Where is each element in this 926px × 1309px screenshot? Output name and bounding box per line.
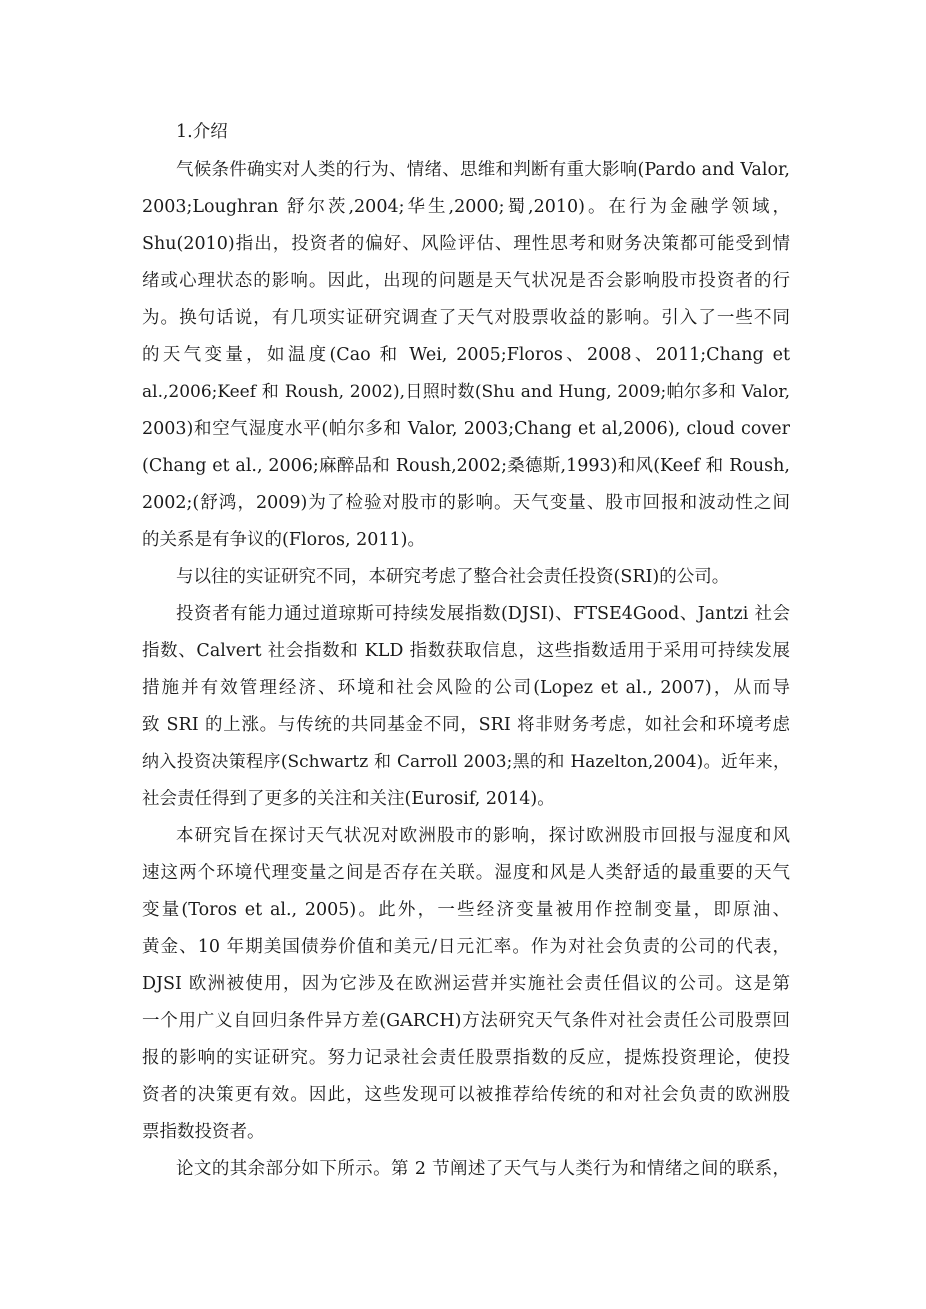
paragraph-line: 本研究旨在探讨天气状况对欧洲股市的影响，探讨欧洲股市回报与湿度和风 xyxy=(176,826,790,846)
paragraph-line: 资者的决策更有效。因此，这些发现可以被推荐给传统的和对社会负责的欧洲股 xyxy=(142,1085,790,1105)
paragraph-line: 与以往的实证研究不同，本研究考虑了整合社会责任投资(SRI)的公司。 xyxy=(176,567,730,587)
paragraph-line: 气候条件确实对人类的行为、情绪、思维和判断有重大影响(Pardo and Valor, xyxy=(176,160,790,180)
paragraph-line: 2003)和空气湿度水平(帕尔多和 Valor, 2003;Chang et al,2006), cloud cover xyxy=(142,419,790,439)
paragraph-line: 指数、Calvert 社会指数和 KLD 指数获取信息，这些指数适用于采用可持续发展 xyxy=(142,641,790,661)
paragraph-line: 速这两个环境代理变量之间是否存在关联。湿度和风是人类舒适的最重要的天气 xyxy=(142,863,790,883)
paragraph-line: DJSI 欧洲被使用，因为它涉及在欧洲运营并实施社会责任倡议的公司。这是第 xyxy=(142,974,790,994)
paragraph-line: 措施并有效管理经济、环境和社会风险的公司(Lopez et al., 2007)，从而导 xyxy=(142,678,790,698)
paragraph-line: 一个用广义自回归条件异方差(GARCH)方法研究天气条件对社会责任公司股票回 xyxy=(142,1011,790,1031)
paragraph-line: 的关系是有争议的(Floros, 2011)。 xyxy=(142,530,425,550)
paragraph-line: (Chang et al., 2006;麻醉品和 Roush,2002;桑德斯,1993)和风(Keef 和 Roush, xyxy=(142,456,790,476)
paragraph-line: 2002;(舒鸿，2009)为了检验对股市的影响。天气变量、股市回报和波动性之间 xyxy=(142,493,790,513)
paragraph-line: 变量(Toros et al., 2005)。此外，一些经济变量被用作控制变量，即原油、 xyxy=(142,900,790,920)
section-heading: 1.介绍 xyxy=(176,122,228,142)
paragraph-line: 致 SRI 的上涨。与传统的共同基金不同，SRI 将非财务考虑，如社会和环境考虑 xyxy=(142,715,790,735)
paragraph-line: 2003;Loughran 舒尔茨,2004;华生,2000;蜀,2010)。在行为金融学领域， xyxy=(142,197,790,217)
paragraph-line: 为。换句话说，有几项实证研究调查了天气对股票收益的影响。引入了一些不同 xyxy=(142,308,790,328)
paragraph-line: 纳入投资决策程序(Schwartz 和 Carroll 2003;黑的和 Hazelton,2004)。近年来， xyxy=(142,752,790,772)
paragraph-line: al.,2006;Keef 和 Roush, 2002),日照时数(Shu and Hung, 2009;帕尔多和 Valor, xyxy=(142,382,790,402)
paragraph-line: Shu(2010)指出，投资者的偏好、风险评估、理性思考和财务决策都可能受到情 xyxy=(142,234,790,254)
paragraph-line: 票指数投资者。 xyxy=(142,1122,265,1142)
paragraph-line: 报的影响的实证研究。努力记录社会责任股票指数的反应，提炼投资理论，使投 xyxy=(142,1048,790,1068)
paragraph-line: 绪或心理状态的影响。因此，出现的问题是天气状况是否会影响股市投资者的行 xyxy=(142,271,790,291)
paragraph-line: 黄金、10 年期美国债券价值和美元/日元汇率。作为对社会负责的公司的代表， xyxy=(142,937,790,957)
paragraph-line: 投资者有能力通过道琼斯可持续发展指数(DJSI)、FTSE4Good、Jantzi 社会 xyxy=(176,604,790,624)
paragraph-line: 社会责任得到了更多的关注和关注(Eurosif, 2014)。 xyxy=(142,789,555,809)
paragraph-line: 论文的其余部分如下所示。第 2 节阐述了天气与人类行为和情绪之间的联系， xyxy=(176,1159,790,1179)
paragraph-line: 的天气变量，如温度(Cao 和 Wei, 2005;Floros、2008、2011;Chang et xyxy=(142,345,790,365)
